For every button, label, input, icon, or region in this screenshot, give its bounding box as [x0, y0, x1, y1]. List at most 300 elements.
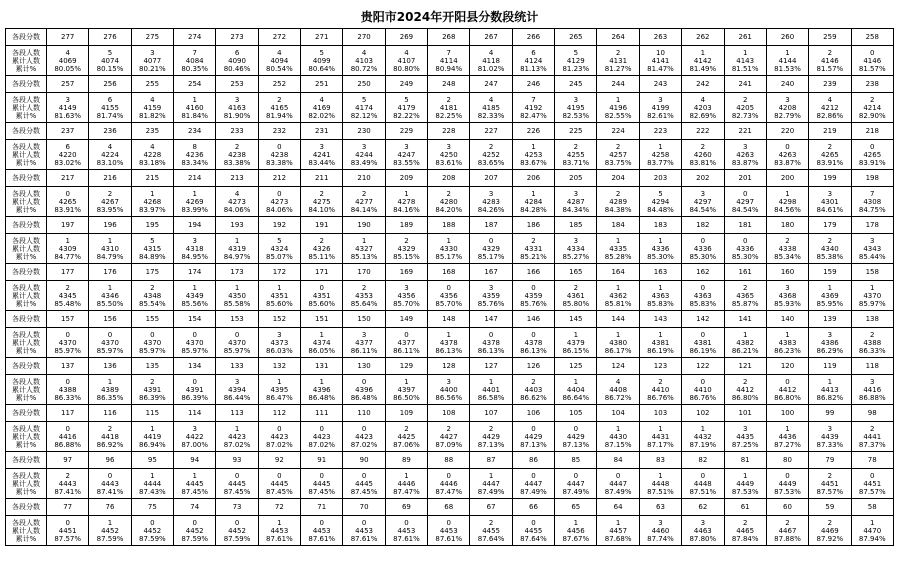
- count-value: 1: [785, 330, 790, 339]
- score-row-label: 各段分数: [6, 311, 47, 328]
- data-cell: [470, 375, 512, 405]
- count-label: 各段人数: [12, 377, 40, 386]
- cumulative-percent-value: 87.59%: [223, 534, 251, 543]
- cumulative-percent-value: 86.50%: [393, 393, 420, 402]
- cumulative-percent-value: 85.97%: [54, 346, 82, 355]
- score-cell: 236: [89, 123, 131, 140]
- cumulative-percent-value: 83.44%: [308, 158, 336, 167]
- data-row-labels: [6, 422, 47, 452]
- count-value: 0: [192, 330, 197, 339]
- data-cell: [216, 375, 258, 405]
- cumulative-count-value: 4463: [693, 526, 712, 535]
- data-cell: [512, 281, 554, 311]
- count-value: 0: [234, 518, 240, 527]
- cumulative-percent-value: 86.76%: [647, 393, 674, 402]
- cumulative-percent-value: 80.21%: [139, 64, 166, 73]
- score-cell: 128: [428, 358, 470, 375]
- score-cell: 73: [216, 499, 258, 516]
- cumulative-percent-value: 87.94%: [858, 534, 886, 543]
- count-value: 1: [827, 377, 833, 386]
- score-cell: 139: [809, 311, 851, 328]
- score-cell: 216: [89, 170, 131, 187]
- cumulative-percent-value: 82.79%: [774, 111, 801, 120]
- data-cell: [216, 46, 258, 76]
- data-cell: [724, 469, 766, 499]
- score-cell: 232: [258, 123, 300, 140]
- cumulative-percent-value: 84.61%: [816, 205, 844, 214]
- count-value: 1: [700, 48, 706, 57]
- count-value: 4: [319, 95, 324, 104]
- score-cell: 262: [682, 29, 724, 46]
- data-cell: [512, 516, 554, 546]
- score-cell: 268: [428, 29, 470, 46]
- score-cell: 213: [216, 170, 258, 187]
- data-cell: [470, 469, 512, 499]
- score-cell: 219: [809, 123, 851, 140]
- score-cell: 145: [555, 311, 597, 328]
- count-label: 各段人数: [12, 518, 40, 527]
- data-cell: [851, 516, 893, 546]
- count-label: 各段人数: [12, 424, 40, 433]
- cumulative-count-value: 4373: [270, 338, 289, 347]
- data-cell: [343, 375, 385, 405]
- cumulative-percent-value: 87.41%: [96, 487, 124, 496]
- data-cell: [216, 422, 258, 452]
- cumulative-count-value: 4457: [609, 526, 628, 535]
- cumulative-percent-value: 82.47%: [520, 111, 547, 120]
- data-cell: [428, 140, 470, 170]
- score-cell: 67: [470, 499, 512, 516]
- score-cell: 272: [258, 29, 300, 46]
- data-cell: [301, 375, 343, 405]
- count-value: 1: [404, 471, 409, 480]
- count-value: 1: [615, 236, 621, 245]
- score-cell: 168: [428, 264, 470, 281]
- count-value: 2: [65, 471, 70, 480]
- score-cell: 70: [343, 499, 385, 516]
- score-cell: 151: [301, 311, 343, 328]
- cumulative-count-value: 4273: [270, 197, 289, 206]
- cumulative-count-value: 4351: [312, 291, 331, 300]
- score-cell: 161: [724, 264, 766, 281]
- count-value: 3: [573, 95, 579, 104]
- cumulative-count-value: 4448: [651, 479, 670, 488]
- cumulative-percent-value: 86.56%: [435, 393, 463, 402]
- cumulative-percent-value: 87.27%: [774, 440, 801, 449]
- score-cell: 178: [851, 217, 893, 234]
- data-cell: [682, 281, 724, 311]
- cumulative-percent-label: 累计%: [15, 440, 37, 449]
- score-cell: 65: [555, 499, 597, 516]
- cumulative-percent-value: 86.33%: [54, 393, 82, 402]
- data-cell: [47, 187, 89, 217]
- data-cell: [47, 516, 89, 546]
- cumulative-percent-value: 85.13%: [350, 252, 378, 261]
- count-value: 0: [785, 377, 790, 386]
- data-cell: [131, 516, 173, 546]
- cumulative-count-value: 4203: [693, 103, 712, 112]
- score-cell: 167: [470, 264, 512, 281]
- cumulative-count-value: 4160: [185, 103, 204, 112]
- data-cell: [639, 93, 681, 123]
- data-cell: [470, 422, 512, 452]
- cumulative-count-value: 4456: [566, 526, 585, 535]
- cumulative-percent-value: 83.91%: [858, 158, 886, 167]
- score-cell: 97: [47, 452, 89, 469]
- count-value: 3: [827, 189, 833, 198]
- cumulative-count-value: 4351: [270, 291, 289, 300]
- count-value: 5: [150, 236, 155, 245]
- cumulative-percent-value: 87.88%: [774, 534, 801, 543]
- cumulative-count-value: 4069: [58, 56, 77, 65]
- data-cell: [809, 422, 851, 452]
- cumulative-count-value: 4289: [609, 197, 628, 206]
- cumulative-count-value: 4370: [185, 338, 204, 347]
- cumulative-percent-value: 83.18%: [139, 158, 166, 167]
- cumulative-count-value: 4343: [863, 244, 882, 253]
- count-value: 1: [658, 236, 663, 245]
- count-value: 0: [150, 518, 155, 527]
- cumulative-percent-value: 83.99%: [181, 205, 209, 214]
- cumulative-percent-value: 85.97%: [96, 346, 124, 355]
- data-cell: [597, 516, 639, 546]
- cumulative-percent-value: 80.46%: [223, 64, 251, 73]
- score-cell: 173: [216, 264, 258, 281]
- cumulative-percent-value: 87.17%: [647, 440, 674, 449]
- cumulative-count-value: 4099: [312, 56, 331, 65]
- data-cell: [343, 328, 385, 358]
- data-cell: [301, 93, 343, 123]
- cumulative-count-value: 4381: [651, 338, 670, 347]
- cumulative-percent-value: 87.59%: [139, 534, 166, 543]
- data-cell: [301, 187, 343, 217]
- count-value: 4: [700, 95, 706, 104]
- count-value: 6: [65, 142, 70, 151]
- cumulative-count-value: 4368: [778, 291, 797, 300]
- cumulative-percent-value: 81.90%: [223, 111, 251, 120]
- cumulative-percent-value: 85.83%: [689, 299, 717, 308]
- data-cell: [682, 469, 724, 499]
- cumulative-count-value: 4455: [524, 526, 543, 535]
- count-value: 1: [107, 518, 113, 527]
- cumulative-count-value: 4388: [58, 385, 77, 394]
- data-cell: [766, 93, 808, 123]
- score-cell: 266: [512, 29, 554, 46]
- data-cell: [724, 375, 766, 405]
- count-value: 0: [573, 424, 579, 433]
- data-cell: [809, 93, 851, 123]
- count-value: 1: [615, 424, 621, 433]
- cumulative-percent-label: 累计%: [15, 299, 37, 308]
- cumulative-count-value: 4315: [143, 244, 162, 253]
- score-cell: 248: [428, 76, 470, 93]
- cumulative-count-value: 4236: [185, 150, 204, 159]
- data-cell: [258, 281, 300, 311]
- cumulative-percent-value: 84.14%: [350, 205, 378, 214]
- cumulative-count-value: 4429: [524, 432, 543, 441]
- cumulative-count-value: 4401: [482, 385, 501, 394]
- cumulative-count-label: 累计人数: [12, 150, 40, 159]
- cumulative-percent-value: 86.48%: [350, 393, 378, 402]
- count-label: 各段人数: [12, 95, 40, 104]
- cumulative-percent-value: 85.76%: [520, 299, 547, 308]
- data-cell: [851, 469, 893, 499]
- cumulative-percent-value: 82.22%: [393, 111, 420, 120]
- count-value: 0: [742, 236, 748, 245]
- cumulative-count-value: 4389: [101, 385, 119, 394]
- data-cell: [301, 516, 343, 546]
- data-cell: [809, 469, 851, 499]
- cumulative-percent-value: 83.87%: [731, 158, 759, 167]
- cumulative-count-value: 4244: [355, 150, 373, 159]
- cumulative-percent-value: 85.87%: [731, 299, 759, 308]
- count-value: 0: [319, 518, 324, 527]
- score-cell: 144: [597, 311, 639, 328]
- data-cell: [131, 93, 173, 123]
- score-cell: 152: [258, 311, 300, 328]
- cumulative-count-value: 4469: [820, 526, 839, 535]
- count-value: 5: [404, 95, 409, 104]
- data-row: [6, 93, 894, 123]
- count-value: 3: [150, 48, 155, 57]
- data-cell: [851, 234, 893, 264]
- data-cell: [470, 234, 512, 264]
- cumulative-count-value: 4146: [820, 56, 839, 65]
- count-value: 0: [277, 142, 282, 151]
- data-cell: [470, 46, 512, 76]
- cumulative-count-value: 4185: [482, 103, 501, 112]
- cumulative-percent-value: 83.75%: [604, 158, 632, 167]
- data-cell: [851, 422, 893, 452]
- score-row-label: 各段分数: [6, 76, 47, 93]
- count-value: 2: [488, 142, 494, 151]
- score-cell: 240: [766, 76, 808, 93]
- score-cell: 118: [851, 358, 893, 375]
- cumulative-count-value: 4445: [270, 479, 289, 488]
- cumulative-count-value: 4181: [439, 103, 458, 112]
- score-cell: 122: [682, 358, 724, 375]
- cumulative-percent-value: 84.48%: [647, 205, 674, 214]
- page-title: 贵阳市2024年开阳县分数段统计: [360, 10, 539, 24]
- cumulative-count-value: 4394: [228, 385, 246, 394]
- cumulative-count-value: 4308: [863, 197, 882, 206]
- count-value: 4: [488, 95, 494, 104]
- cumulative-count-value: 4447: [609, 479, 628, 488]
- score-row-label: 各段分数: [6, 217, 47, 234]
- cumulative-count-value: 4263: [736, 150, 755, 159]
- count-value: 4: [615, 377, 621, 386]
- count-value: 0: [785, 142, 790, 151]
- data-cell: [682, 375, 724, 405]
- score-cell: 275: [131, 29, 173, 46]
- data-row-labels: [6, 375, 47, 405]
- cumulative-percent-value: 87.53%: [731, 487, 759, 496]
- count-value: 0: [361, 424, 367, 433]
- data-cell: [555, 140, 597, 170]
- score-cell: 112: [258, 405, 300, 422]
- cumulative-percent-value: 87.45%: [223, 487, 251, 496]
- count-value: 0: [531, 471, 536, 480]
- cumulative-count-value: 4257: [609, 150, 628, 159]
- count-value: 7: [446, 48, 451, 57]
- cumulative-percent-value: 87.57%: [54, 534, 82, 543]
- count-value: 1: [107, 377, 113, 386]
- cumulative-percent-value: 87.45%: [266, 487, 293, 496]
- cumulative-percent-value: 81.74%: [96, 111, 124, 120]
- data-cell: [512, 469, 554, 499]
- score-cell: 198: [851, 170, 893, 187]
- score-cell: 92: [258, 452, 300, 469]
- data-cell: [343, 140, 385, 170]
- score-cell: 183: [639, 217, 681, 234]
- cumulative-count-value: 4449: [778, 479, 797, 488]
- cumulative-percent-value: 82.86%: [816, 111, 844, 120]
- count-value: 1: [150, 189, 155, 198]
- count-value: 4: [488, 48, 494, 57]
- cumulative-count-value: 4377: [397, 338, 416, 347]
- cumulative-count-value: 4252: [482, 150, 501, 159]
- count-value: 1: [700, 424, 706, 433]
- score-row-label: 各段分数: [6, 452, 47, 469]
- cumulative-count-value: 4423: [270, 432, 289, 441]
- cumulative-percent-value: 85.30%: [647, 252, 674, 261]
- count-value: 4: [234, 189, 240, 198]
- count-value: 4: [150, 142, 155, 151]
- cumulative-count-value: 4467: [778, 526, 797, 535]
- cumulative-percent-value: 80.80%: [393, 64, 420, 73]
- count-value: 3: [404, 142, 409, 151]
- count-value: 2: [446, 424, 451, 433]
- count-value: 3: [234, 95, 240, 104]
- data-cell: [724, 516, 766, 546]
- score-cell: 237: [47, 123, 89, 140]
- count-value: 1: [488, 471, 494, 480]
- cumulative-percent-value: 86.80%: [774, 393, 801, 402]
- score-cell: 227: [470, 123, 512, 140]
- cumulative-percent-value: 84.26%: [477, 205, 505, 214]
- cumulative-count-label: 累计人数: [12, 432, 40, 441]
- cumulative-percent-value: 81.63%: [54, 111, 82, 120]
- count-value: 3: [234, 377, 240, 386]
- cumulative-count-value: 4103: [355, 56, 373, 65]
- score-cell: 209: [385, 170, 427, 187]
- cumulative-count-value: 4361: [566, 291, 585, 300]
- cumulative-count-value: 4447: [566, 479, 585, 488]
- cumulative-count-value: 4144: [778, 56, 797, 65]
- cumulative-percent-value: 87.68%: [604, 534, 632, 543]
- count-value: 2: [573, 283, 579, 292]
- cumulative-percent-value: 85.17%: [435, 252, 463, 261]
- count-label: 各段人数: [12, 283, 40, 292]
- cumulative-percent-value: 86.13%: [435, 346, 463, 355]
- count-label: 各段人数: [12, 48, 40, 57]
- cumulative-count-value: 4331: [524, 244, 543, 253]
- count-value: 2: [573, 142, 579, 151]
- data-cell: [766, 234, 808, 264]
- data-cell: [597, 93, 639, 123]
- data-cell: [131, 187, 173, 217]
- data-cell: [343, 469, 385, 499]
- score-cell: 181: [724, 217, 766, 234]
- cumulative-percent-value: 84.20%: [435, 205, 463, 214]
- cumulative-count-value: 4453: [312, 526, 331, 535]
- cumulative-count-value: 4265: [58, 197, 77, 206]
- cumulative-count-value: 4452: [185, 526, 204, 535]
- cumulative-count-value: 4378: [439, 338, 458, 347]
- cumulative-count-value: 4391: [185, 385, 204, 394]
- score-cell: 77: [47, 499, 89, 516]
- cumulative-percent-value: 87.92%: [816, 534, 844, 543]
- cumulative-percent-value: 87.09%: [435, 440, 463, 449]
- cumulative-percent-label: 累计%: [15, 158, 37, 167]
- data-cell: [258, 93, 300, 123]
- cumulative-count-value: 4446: [439, 479, 458, 488]
- score-cell: 98: [851, 405, 893, 422]
- data-cell: [258, 234, 300, 264]
- data-cell: [682, 93, 724, 123]
- data-cell: [724, 93, 766, 123]
- score-cell: 273: [216, 29, 258, 46]
- cumulative-percent-value: 85.97%: [139, 346, 166, 355]
- cumulative-percent-value: 84.06%: [223, 205, 251, 214]
- cumulative-percent-value: 81.49%: [689, 64, 717, 73]
- data-cell: [724, 187, 766, 217]
- count-value: 1: [192, 189, 197, 198]
- score-cell: 129: [385, 358, 427, 375]
- cumulative-count-value: 4449: [736, 479, 755, 488]
- score-cell: 206: [512, 170, 554, 187]
- score-cell: 180: [766, 217, 808, 234]
- count-value: 2: [277, 95, 282, 104]
- cumulative-percent-value: 83.95%: [96, 205, 124, 214]
- score-cell: 228: [428, 123, 470, 140]
- cumulative-count-value: 4365: [736, 291, 755, 300]
- cumulative-percent-value: 85.97%: [181, 346, 209, 355]
- data-cell: [47, 234, 89, 264]
- count-value: 2: [531, 236, 536, 245]
- score-cell: 235: [131, 123, 173, 140]
- score-row-label: 各段分数: [6, 170, 47, 187]
- data-cell: [597, 375, 639, 405]
- count-value: 0: [700, 471, 706, 480]
- count-value: 1: [531, 142, 536, 151]
- cumulative-percent-value: 85.97%: [858, 299, 886, 308]
- cumulative-count-value: 4446: [397, 479, 416, 488]
- cumulative-count-value: 4269: [185, 197, 204, 206]
- cumulative-count-value: 4336: [693, 244, 712, 253]
- cumulative-count-value: 4378: [524, 338, 543, 347]
- cumulative-percent-value: 85.76%: [477, 299, 505, 308]
- data-cell: [47, 328, 89, 358]
- count-value: 0: [234, 471, 240, 480]
- cumulative-percent-value: 87.49%: [477, 487, 505, 496]
- score-cell: 179: [809, 217, 851, 234]
- cumulative-count-value: 4260: [693, 150, 712, 159]
- score-cell: 162: [682, 264, 724, 281]
- cumulative-percent-value: 83.77%: [647, 158, 674, 167]
- cumulative-percent-value: 87.51%: [647, 487, 674, 496]
- count-value: 4: [404, 48, 409, 57]
- cumulative-percent-value: 81.82%: [139, 111, 166, 120]
- cumulative-count-value: 4141: [651, 56, 670, 65]
- count-value: 2: [785, 236, 790, 245]
- cumulative-percent-value: 85.97%: [223, 346, 251, 355]
- score-cell: 215: [131, 170, 173, 187]
- data-cell: [174, 469, 216, 499]
- count-label: 各段人数: [12, 471, 40, 480]
- data-cell: [47, 46, 89, 76]
- data-cell: [258, 422, 300, 452]
